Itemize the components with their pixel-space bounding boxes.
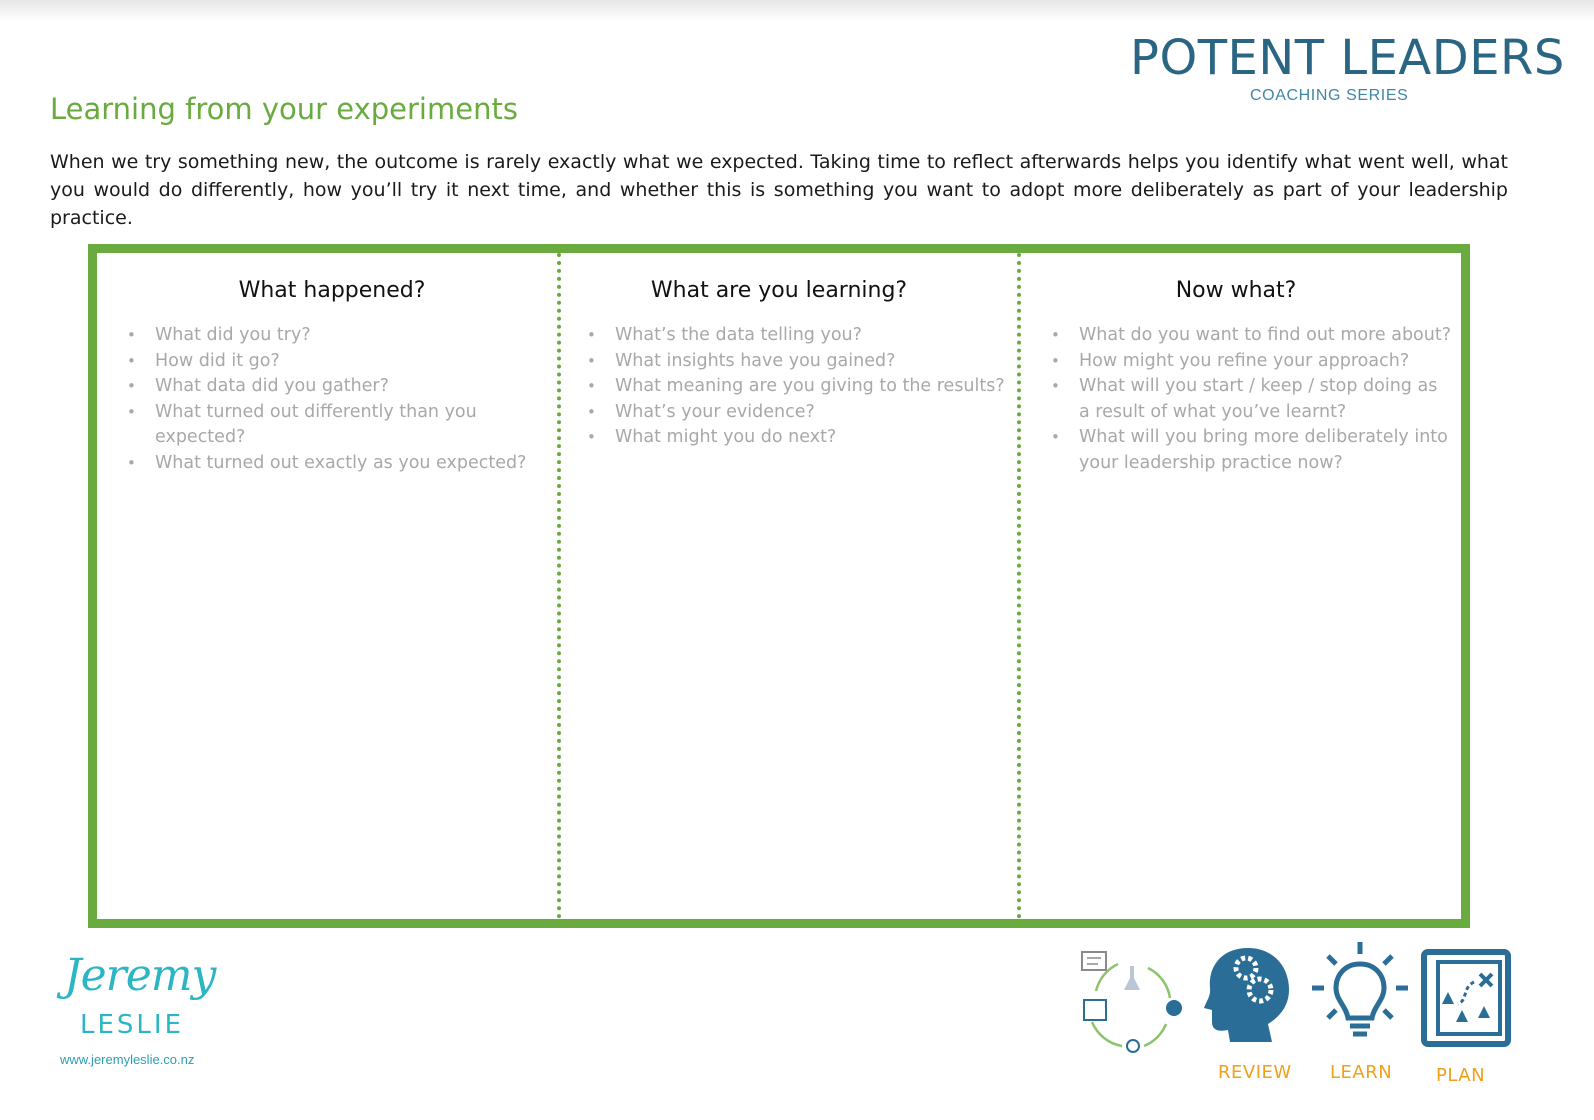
top-shade bbox=[0, 0, 1594, 22]
column-what-happened bbox=[97, 253, 557, 919]
intro-paragraph: When we try something new, the outcome is rarely exactly what we expected. Taking time to reflect afterwards helps you identify what went well, what you would do differently, how you’ll try it next time, and whether this is something you want to adopt more deliberately as part of your leadership practice. bbox=[50, 151, 1508, 229]
head-gears-icon bbox=[1202, 944, 1294, 1044]
prompt-item: • What might you do next? bbox=[587, 425, 1007, 451]
prompt-item: • What’s the data telling you? bbox=[587, 323, 1007, 349]
reflection-worksheet bbox=[88, 244, 1470, 928]
brand-title: POTENT LEADERS bbox=[1130, 30, 1565, 86]
column-now-what bbox=[1017, 253, 1461, 919]
stage-label-review: REVIEW bbox=[1218, 1062, 1292, 1083]
prompt-list bbox=[127, 323, 547, 476]
lightbulb-icon bbox=[1310, 940, 1410, 1044]
prompt-item: • What will you bring more deliberately into your leadership practice now? bbox=[1051, 425, 1451, 476]
prompt-item: • What do you want to find out more about? bbox=[1051, 323, 1451, 349]
map-icon bbox=[1418, 948, 1514, 1054]
prompt-item: • How did it go? bbox=[127, 349, 547, 375]
prompt-item: • What turned out exactly as you expected? bbox=[127, 451, 547, 477]
prompt-item: • What data did you gather? bbox=[127, 374, 547, 400]
column-heading: Now what? bbox=[1175, 278, 1297, 303]
stage-label-learn: LEARN bbox=[1330, 1062, 1393, 1083]
prompt-list bbox=[1051, 323, 1451, 476]
column-what-learning bbox=[557, 253, 1017, 919]
prompt-item: • What’s your evidence? bbox=[587, 400, 1007, 426]
jeremy-leslie-logo bbox=[60, 950, 260, 1070]
column-heading: What happened? bbox=[238, 278, 426, 303]
prompt-item: • What insights have you gained? bbox=[587, 349, 1007, 375]
prompt-item: • What will you start / keep / stop doing as a result of what you’ve learnt? bbox=[1051, 374, 1451, 425]
review-learn-plan-cycle-icon bbox=[1078, 946, 1188, 1058]
prompt-list bbox=[587, 323, 1007, 451]
prompt-item: • What turned out differently than you expected? bbox=[127, 400, 547, 451]
logo-script-text: Jeremy bbox=[64, 950, 216, 1001]
column-heading: What are you learning? bbox=[650, 278, 908, 303]
stage-label-plan: PLAN bbox=[1436, 1065, 1486, 1086]
prompt-item: • What did you try? bbox=[127, 323, 547, 349]
prompt-item: • How might you refine your approach? bbox=[1051, 349, 1451, 375]
website-link[interactable]: www.jeremyleslie.co.nz bbox=[60, 1052, 195, 1067]
prompt-item: • What meaning are you giving to the results? bbox=[587, 374, 1007, 400]
brand-subtitle: COACHING SERIES bbox=[1250, 87, 1409, 104]
page-title: Learning from your experiments bbox=[50, 92, 518, 126]
logo-name-text: LESLIE bbox=[80, 1010, 184, 1040]
